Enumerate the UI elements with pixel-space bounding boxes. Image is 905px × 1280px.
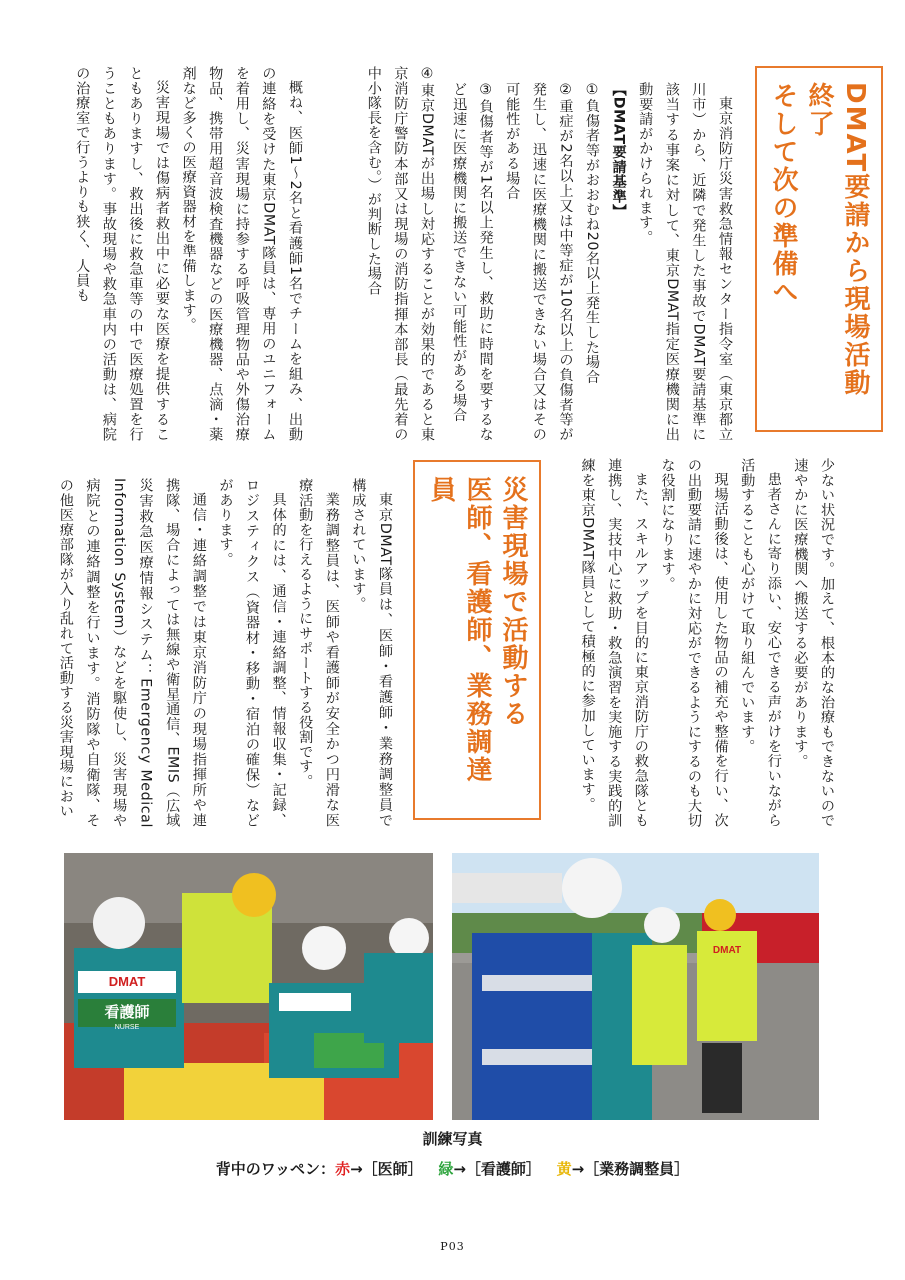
section2-body [46, 478, 398, 828]
legend-yellow: 黄 [556, 1160, 572, 1178]
section2-paragraph-3: 具体的には、通信・連絡調整、情報収集・記録、ロジスティクス（資器材・移動・宿泊の確保）などがあります。 [217, 478, 287, 828]
training-photo-right [452, 853, 819, 1120]
criteria-item-1: ①負傷者等がおおむね20名以上発生した場合 [584, 82, 601, 385]
patch-nurse-en: NURSE [114, 1024, 140, 1031]
headline-dmat-request [755, 66, 883, 432]
patch-color-legend [0, 1158, 905, 1179]
page-number: P03 [440, 1240, 465, 1253]
legend-prefix: 背中のワッペン： [215, 1160, 336, 1178]
photo-caption-title: 訓練写真 [422, 1130, 483, 1148]
headline-line-1: DMAT要請から現場活動終了 [804, 82, 870, 398]
section2-paragraph-4: 通信・連絡調整では東京消防庁の現場指揮所や連携隊、場合によっては無線や衛星通信、EMIS（広域災害救急医療情報システム：Emergency Medical Information System）などを駆使し、災害現場や病院との連絡調整を行います。消防隊や自衛隊、その他医療部隊が入り乱れて活動する災害現場におい [57, 478, 207, 828]
training-photo-left [64, 853, 433, 1120]
criteria-item-2: ②重症が2名以上又は中等症が10名以上の負傷者等が発生し、迅速に医療機関に搬送できない場合又はその可能性がある場合 [504, 82, 574, 442]
continuation-paragraph-3: 現場活動後は、使用した物品の補充や整備を行い、次の出動要請に速やかに対応ができるようにするのも大切な役割になります。 [659, 458, 729, 828]
patch-nurse-jp: 看護師 [104, 1003, 150, 1021]
continuation-paragraph-1: 少ない状況です。加えて、根本的な治療もできないので速やかに医療機関へ搬送する必要があります。 [792, 458, 835, 828]
section2-paragraph-2: 業務調整員は、医師や看護師が安全かつ円滑な医療活動を行えるようにサポートする役割です。 [297, 478, 340, 828]
legend-red-role: →［医師］ [350, 1160, 423, 1178]
section1-text-top [451, 82, 738, 442]
legend-red: 赤 [335, 1160, 351, 1178]
criteria-title: 【DMAT要請基準】 [610, 82, 627, 219]
legend-green: 緑 [438, 1160, 454, 1178]
section1-text-top-2 [320, 66, 440, 442]
legend-green-role: →［看護師］ [453, 1160, 541, 1178]
headline-line-2: そして次の準備へ [768, 82, 798, 306]
legend-yellow-role: →［業務調整員］ [571, 1160, 690, 1178]
headline-field-activity [413, 460, 541, 820]
body-paragraph-1: 概ね、医師1～2名と看護師1名でチームを組み、出動の連絡を受けた東京DMAT隊員は、専用のユニフォームを着用し、災害現場に持参する呼吸管理物品や外傷治療物品、携帯用超音波検査機器などの医療機器、点滴・薬剤など多くの医療資器材を準備します。 [180, 66, 303, 442]
criteria-item-3: ③負傷者等が1名以上発生し、救助に時間を要するなど迅速に医療機関に搬送できない可能性がある場合 [451, 82, 494, 442]
continuation-paragraph-4: また、スキルアップを目的に東京消防庁の救急隊とも連携し、実技中心に救助・救急演習を実施する実践的訓練を東京DMAT隊員として積極的に参加しています。 [579, 458, 649, 828]
patch-dmat-left: DMAT [108, 974, 146, 989]
headline2-line-1: 災害現場で活動する [498, 476, 528, 728]
intro-paragraph: 東京消防庁災害救急情報センター指令室（東京都立川市）から、近隣で発生した事故でDMAT要請基準に該当する事案に対して、東京DMAT指定医療機関に出動要請がかけられます。 [637, 82, 733, 442]
body-paragraph-2: 災害現場では傷病者救出中に必要な医療を提供することもありますし、救出後に救急車等の中で医療処置を行うこともあります。事故現場や救急車内の活動は、病院の治療室で行うよりも狭く、人員も [74, 66, 171, 442]
patch-dmat-right: DMAT [712, 945, 742, 956]
section2-paragraph-1: 東京DMAT隊員は、医師・看護師・業務調整員で構成されています。 [350, 478, 393, 828]
section2-continuation [520, 458, 840, 828]
criteria-item-4: ④東京DMATが出場し対応することが効果的であると東京消防庁警防本部又は現場の消防指揮本部長（最先着の中小隊長を含む。）が判断した場合 [365, 66, 435, 442]
section1-text-top-3 [46, 66, 308, 442]
continuation-paragraph-2: 患者さんに寄り添い、安心できる声がけを行いながら活動することも心がけて取り組んでいます。 [739, 458, 782, 828]
headline2-line-2: 医師、看護師、業務調達員 [426, 476, 492, 784]
